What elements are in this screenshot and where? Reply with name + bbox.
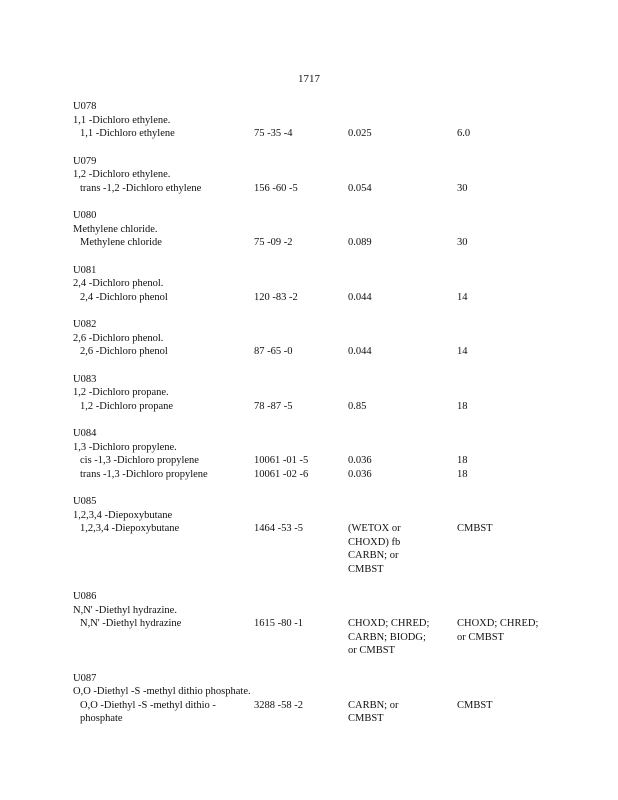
- constituent-name-line: trans -1,3 -Dichloro propylene: [80, 468, 208, 480]
- wastewater-standard-line: CHOXD) fb: [348, 536, 401, 548]
- waste-code: U079: [73, 155, 97, 167]
- waste-entry: [73, 590, 573, 658]
- constituent-row: [73, 699, 573, 726]
- cas-number-line: 10061 -02 -6: [254, 468, 309, 480]
- constituent-name-line: 2,4 -Dichloro phenol: [80, 291, 168, 303]
- entry-title: 1,2 -Dichloro propane.: [73, 387, 169, 398]
- constituent-row: [73, 182, 573, 196]
- waste-entry: [73, 495, 573, 576]
- wastewater-standard-line: 0.044: [348, 291, 372, 303]
- waste-entry: [73, 209, 573, 250]
- page-number: 1717: [298, 73, 320, 85]
- cas-number: [254, 454, 348, 468]
- constituent-name: [73, 617, 254, 658]
- nonwastewater-standard: [457, 699, 557, 726]
- waste-code: U080: [73, 210, 97, 221]
- nonwastewater-standard-line: 6.0: [457, 128, 471, 139]
- nonwastewater-standard-line: 18: [457, 468, 468, 480]
- constituent-name-line: cis -1,3 -Dichloro propylene: [80, 455, 199, 466]
- constituent-name-line: phosphate: [80, 713, 123, 724]
- wastewater-standard-line: (WETOX or: [348, 523, 401, 534]
- nonwastewater-standard-line: 14: [457, 346, 468, 357]
- cas-number: [254, 468, 348, 482]
- waste-entry: [73, 100, 573, 141]
- cas-number: [254, 291, 348, 305]
- constituent-row: [73, 522, 573, 576]
- nonwastewater-standard-line: 14: [457, 291, 468, 303]
- cas-number-line: 75 -35 -4: [254, 128, 293, 139]
- entry-title: Methylene chloride.: [73, 223, 158, 235]
- nonwastewater-standard-line: 18: [457, 400, 468, 412]
- entry-title: O,O -Diethyl -S -methyl dithio phosphate.: [73, 686, 251, 697]
- cas-number-line: 75 -09 -2: [254, 237, 293, 248]
- waste-entry: [73, 155, 573, 196]
- wastewater-standard-line: 0.054: [348, 182, 372, 194]
- cas-number: [254, 400, 348, 414]
- cas-number: [254, 236, 348, 250]
- constituent-row: [73, 236, 573, 250]
- wastewater-standard-line: CHOXD; CHRED;: [348, 618, 430, 629]
- constituent-row: [73, 617, 573, 658]
- entry-title: 1,1 -Dichloro ethylene.: [73, 114, 171, 126]
- constituent-name: [73, 236, 254, 250]
- cas-number-line: 1464 -53 -5: [254, 523, 303, 534]
- waste-entry: [73, 373, 573, 414]
- constituent-name: [73, 454, 254, 468]
- wastewater-standard-line: CMBST: [348, 563, 384, 575]
- entry-title: 1,2 -Dichloro ethylene.: [73, 169, 171, 180]
- wastewater-standard: [348, 454, 457, 468]
- nonwastewater-standard: [457, 236, 557, 250]
- waste-code: U084: [73, 428, 97, 439]
- nonwastewater-standard-line: CHOXD; CHRED;: [457, 618, 539, 629]
- waste-code: U085: [73, 496, 97, 507]
- constituent-row: [73, 454, 573, 468]
- wastewater-standard: [348, 345, 457, 359]
- entry-title: 2,4 -Dichloro phenol.: [73, 278, 164, 289]
- constituent-name: [73, 400, 254, 414]
- entry-title: 1,2,3,4 -Diepoxybutane: [73, 509, 173, 521]
- constituent-name: [73, 182, 254, 196]
- waste-code-list: [73, 100, 573, 740]
- wastewater-standard: [348, 236, 457, 250]
- cas-number: [254, 699, 348, 726]
- constituent-row: [73, 127, 573, 141]
- wastewater-standard-line: 0.85: [348, 400, 367, 412]
- cas-number-line: 3288 -58 -2: [254, 699, 303, 711]
- wastewater-standard: [348, 699, 457, 726]
- cas-number: [254, 617, 348, 658]
- waste-code: U082: [73, 319, 97, 330]
- nonwastewater-standard: [457, 345, 557, 359]
- cas-number-line: 78 -87 -5: [254, 400, 293, 412]
- waste-code: U087: [73, 672, 97, 684]
- nonwastewater-standard: [457, 468, 557, 482]
- nonwastewater-standard: [457, 127, 557, 141]
- constituent-name-line: 1,1 -Dichloro ethylene: [80, 128, 175, 139]
- constituent-name-line: 1,2,3,4 -Diepoxybutane: [80, 523, 180, 534]
- constituent-name-line: 1,2 -Dichloro propane: [80, 400, 174, 412]
- waste-entry: [73, 427, 573, 481]
- cas-number: [254, 345, 348, 359]
- entry-title: 1,3 -Dichloro propylene.: [73, 441, 177, 453]
- cas-number: [254, 522, 348, 576]
- nonwastewater-standard: [457, 454, 557, 468]
- wastewater-standard-line: 0.025: [348, 128, 372, 139]
- constituent-row: [73, 291, 573, 305]
- wastewater-standard-line: CARBN; BIODG;: [348, 631, 426, 643]
- wastewater-standard-line: CARBN; or: [348, 550, 399, 561]
- constituent-row: [73, 468, 573, 482]
- nonwastewater-standard-line: 30: [457, 237, 468, 248]
- cas-number-line: 1615 -80 -1: [254, 618, 303, 629]
- entry-title: N,N' -Diethyl hydrazine.: [73, 604, 177, 616]
- constituent-name: [73, 127, 254, 141]
- nonwastewater-standard-line: CMBST: [457, 523, 493, 534]
- nonwastewater-standard: [457, 400, 557, 414]
- constituent-name: [73, 345, 254, 359]
- wastewater-standard: [348, 127, 457, 141]
- nonwastewater-standard-line: or CMBST: [457, 631, 504, 643]
- cas-number: [254, 127, 348, 141]
- wastewater-standard-line: CMBST: [348, 713, 384, 724]
- cas-number-line: 87 -65 -0: [254, 346, 293, 357]
- constituent-name: [73, 468, 254, 482]
- wastewater-standard: [348, 468, 457, 482]
- wastewater-standard: [348, 291, 457, 305]
- wastewater-standard-line: CARBN; or: [348, 699, 399, 711]
- nonwastewater-standard: [457, 522, 557, 576]
- waste-code: U086: [73, 591, 97, 602]
- constituent-name-line: Methylene chloride: [80, 237, 162, 248]
- constituent-row: [73, 345, 573, 359]
- nonwastewater-standard: [457, 182, 557, 196]
- constituent-row: [73, 400, 573, 414]
- waste-entry: [73, 264, 573, 305]
- waste-code: U081: [73, 264, 97, 276]
- waste-entry: [73, 672, 573, 726]
- nonwastewater-standard: [457, 617, 557, 658]
- nonwastewater-standard-line: 30: [457, 182, 468, 194]
- wastewater-standard: [348, 617, 457, 658]
- entry-title: 2,6 -Dichloro phenol.: [73, 332, 164, 344]
- wastewater-standard-line: 0.089: [348, 237, 372, 248]
- nonwastewater-standard-line: 18: [457, 455, 468, 466]
- wastewater-standard: [348, 182, 457, 196]
- constituent-name-line: O,O -Diethyl -S -methyl dithio -: [80, 699, 216, 711]
- constituent-name: [73, 291, 254, 305]
- constituent-name-line: N,N' -Diethyl hydrazine: [80, 618, 182, 629]
- nonwastewater-standard: [457, 291, 557, 305]
- wastewater-standard-line: 0.036: [348, 468, 372, 480]
- wastewater-standard-line: 0.044: [348, 346, 372, 357]
- nonwastewater-standard-line: CMBST: [457, 699, 493, 711]
- wastewater-standard-line: or CMBST: [348, 645, 395, 656]
- cas-number-line: 156 -60 -5: [254, 182, 298, 194]
- cas-number: [254, 182, 348, 196]
- wastewater-standard-line: 0.036: [348, 455, 372, 466]
- cas-number-line: 120 -83 -2: [254, 291, 298, 303]
- wastewater-standard: [348, 400, 457, 414]
- waste-code: U078: [73, 101, 97, 112]
- wastewater-standard: [348, 522, 457, 576]
- constituent-name-line: 2,6 -Dichloro phenol: [80, 346, 168, 357]
- waste-code: U083: [73, 373, 97, 385]
- cas-number-line: 10061 -01 -5: [254, 455, 309, 466]
- waste-entry: [73, 318, 573, 359]
- constituent-name: [73, 522, 254, 576]
- constituent-name-line: trans -1,2 -Dichloro ethylene: [80, 182, 202, 194]
- constituent-name: [73, 699, 254, 726]
